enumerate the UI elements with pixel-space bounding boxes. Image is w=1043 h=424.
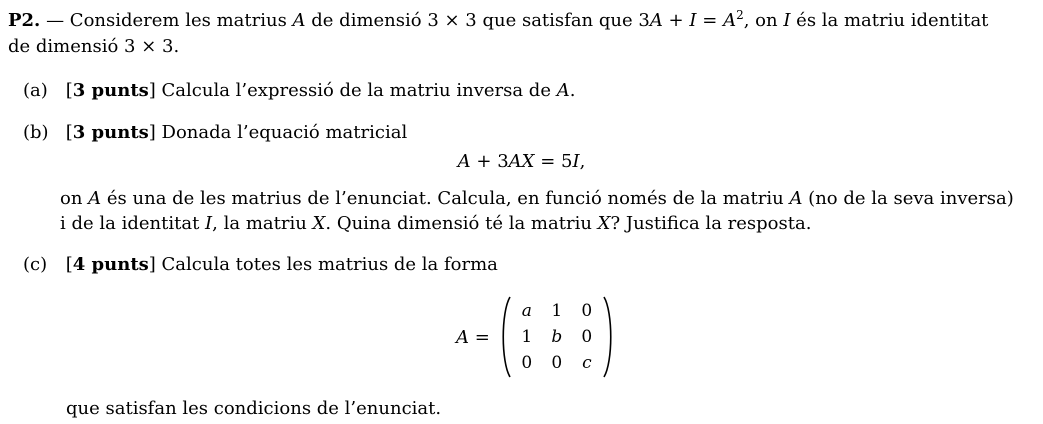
matrix-symbol-X: X (597, 213, 611, 234)
cont2-2: , la matriu (212, 213, 307, 234)
problem-dash: — (46, 10, 65, 31)
item-b-points-close: ] (148, 122, 156, 143)
problem-statement-line-2: de dimensió 3 × 3. (8, 36, 180, 57)
problem-statement-line-1 (8, 8, 988, 33)
item-a-points-close: ] (148, 80, 156, 101)
item-b-continuation-2 (60, 211, 811, 236)
intro-text-3: , on (743, 10, 778, 31)
item-c-points: 4 punts (72, 254, 149, 275)
item-c-final-text: que satisfan les condicions de l’enunciat. (66, 398, 442, 419)
matrix-cell: 0 (551, 352, 563, 373)
item-b (23, 120, 407, 145)
matrix-cell: 0 (581, 326, 593, 347)
matrix-cell: 0 (581, 300, 593, 321)
matrix-lhs (456, 325, 490, 350)
cont2-3: . Quina dimensió té la matriu (325, 213, 592, 234)
item-a-text: Calcula l’expressió de la matriu inversa de (161, 80, 551, 101)
left-paren-icon (498, 296, 512, 378)
item-b-text: Donada l’equació matricial (161, 122, 408, 143)
right-paren-icon (602, 296, 616, 378)
item-b-points-open: [ (65, 122, 73, 143)
problem-label: P2. (8, 10, 41, 31)
matrix-symbol-A: A (457, 151, 471, 172)
matrix-cell: 0 (521, 352, 533, 373)
matrix-cell: b (551, 326, 563, 347)
matrix-symbol-A: A (556, 80, 570, 101)
matrix-form (456, 296, 616, 378)
item-a-label: (a) (23, 80, 48, 101)
item-a-points: 3 punts (72, 80, 149, 101)
cont2-1: i de la identitat (60, 213, 200, 234)
matrix-symbol-X: X (312, 213, 326, 234)
identity-symbol: I (572, 151, 580, 172)
item-c-text: Calcula totes les matrius de la forma (161, 254, 498, 275)
cont1-3: (no de la seva inversa) (808, 188, 1014, 209)
intro-text-4: és la matriu identitat (796, 10, 989, 31)
item-c-label: (c) (23, 254, 48, 275)
equation-part-2: = 5 (540, 151, 573, 172)
matrix-symbol-A: A (88, 188, 102, 209)
equation-part-1: + 3 (476, 151, 509, 172)
equation-AX: AX (508, 151, 535, 172)
item-b-points: 3 punts (72, 122, 149, 143)
matrix-grid (512, 298, 602, 376)
item-c (23, 252, 498, 277)
identity-symbol: I (205, 213, 213, 234)
intro-text-2: de dimensió 3 × 3 que satisfan que 3 (311, 10, 650, 31)
matrix-equation (8, 149, 1035, 174)
item-a-points-open: [ (65, 80, 73, 101)
matrix-symbol-A: A (789, 188, 803, 209)
plus-sign: + (668, 10, 684, 31)
matrix-symbol-A: A (456, 326, 469, 348)
cont2-4: ? Justifica la resposta. (610, 213, 812, 234)
matrix-equals: = (474, 326, 490, 348)
matrix-cell: a (521, 300, 532, 321)
item-c-points-close: ] (148, 254, 156, 275)
cont1-1: on (60, 188, 83, 209)
item-a (23, 78, 575, 103)
item-b-label: (b) (23, 122, 49, 143)
matrix-cell: c (582, 352, 592, 373)
equals-sign: = (702, 10, 718, 31)
equation-end: , (579, 151, 586, 172)
item-b-continuation-1 (60, 186, 1014, 211)
matrix-symbol-A: A (292, 10, 306, 31)
exponent-2: 2 (736, 8, 744, 22)
matrix-cell: 1 (551, 300, 563, 321)
item-a-period: . (569, 80, 576, 101)
item-c-points-open: [ (65, 254, 73, 275)
intro-text-1: Considerem les matrius (69, 10, 287, 31)
matrix-cell: 1 (521, 326, 533, 347)
identity-symbol: I (689, 10, 697, 31)
matrix-symbol-A: A (723, 10, 737, 31)
cont1-2: és una de les matrius de l’enunciat. Calcula, en funció només de la matriu (106, 188, 784, 209)
identity-symbol: I (783, 10, 791, 31)
matrix-symbol-A: A (649, 10, 663, 31)
